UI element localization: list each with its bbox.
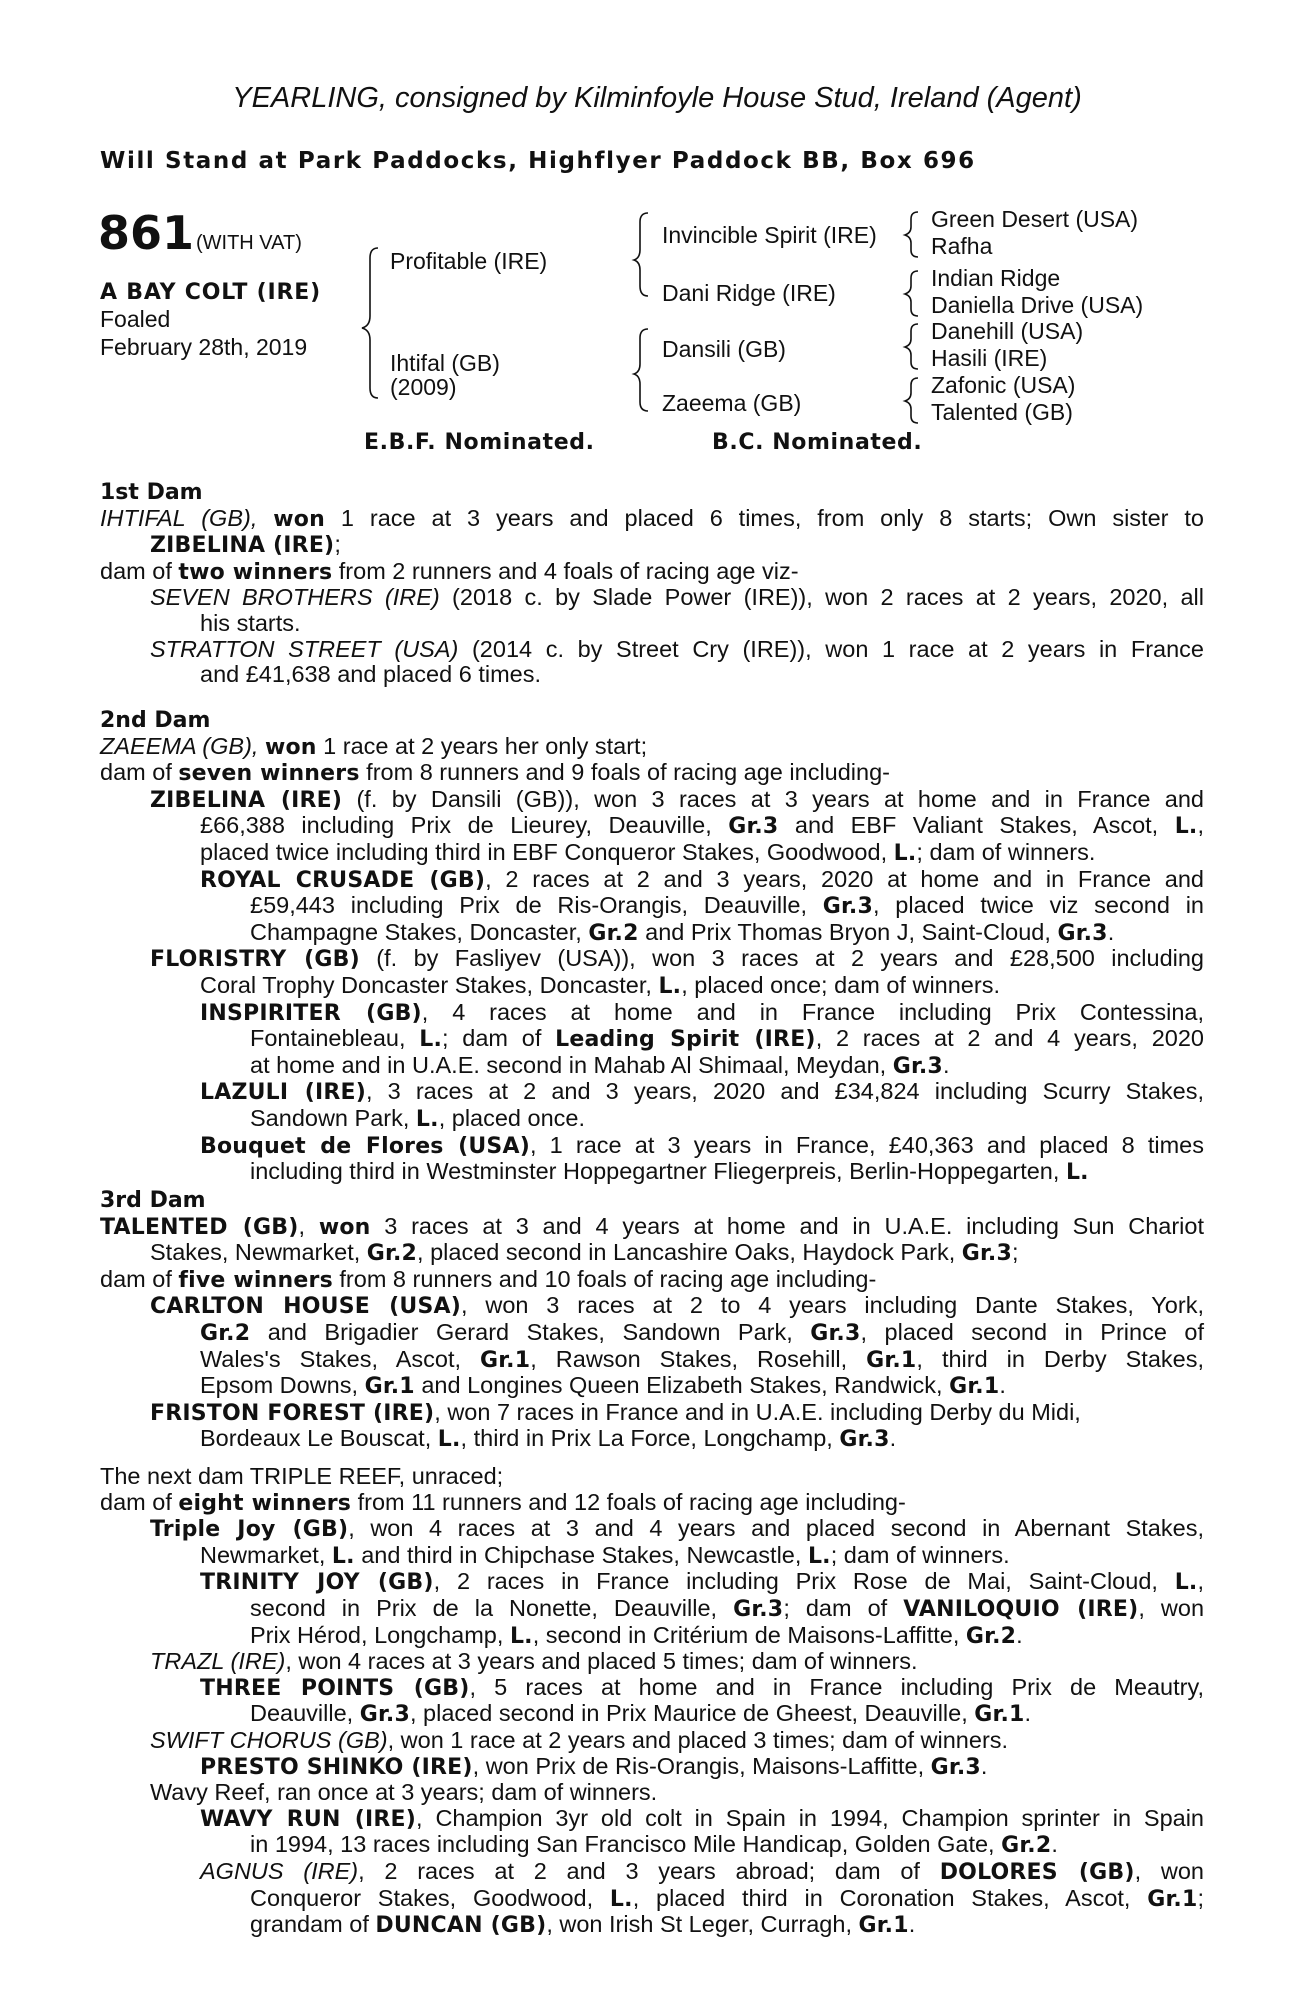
sire-dam-name: Dani Ridge (IRE) [662,280,836,306]
third-dam-line: CARLTON HOUSE (USA), won 3 races at 2 to 4 years including Dante Stakes, York, [150,1292,1204,1320]
ancestor-6: Hasili (IRE) [931,345,1048,371]
next-dam-line: Wavy Reef, ran once at 3 years; dam of winners. [150,1779,658,1806]
second-dam-line: ZIBELINA (IRE) (f. by Dansili (GB)), won 3 races at 3 years at home and in France and [150,785,1204,813]
next-dam-line: dam of eight winners from 11 runners and 12 foals of racing age including- [100,1488,906,1516]
first-dam-section [100,480,1204,688]
dam-year: (2009) [390,374,457,400]
foaled-label: Foaled [100,306,171,332]
second-dam-line: Sandown Park, L., placed once. [250,1104,586,1132]
next-dam-line: second in Prix de la Nonette, Deauville, Gr.3; dam of VANILOQUIO (IRE), won [250,1594,1205,1622]
lot-name: A BAY COLT (IRE) [100,280,321,305]
next-dam-line: Conqueror Stakes, Goodwood, L., placed third in Coronation Stakes, Ascot, Gr.1; [250,1884,1204,1912]
ancestor-7: Zafonic (USA) [931,372,1076,398]
dam-name: Ihtifal (GB) [390,350,500,376]
next-dam-line: TRINITY JOY (GB), 2 races in France including Prix Rose de Mai, Saint-Cloud, L., [200,1568,1205,1596]
next-dam-line: Newmarket, L. and third in Chipchase Stakes, Newcastle, L.; dam of winners. [200,1541,1010,1569]
sire-sire-name: Invincible Spirit (IRE) [662,222,877,248]
second-dam-heading: 2nd Dam [100,708,211,733]
second-dam-line: FLORISTRY (GB) (f. by Fasliyev (USA)), won 3 races at 2 years and £28,500 including [150,945,1204,973]
third-dam-line: dam of five winners from 8 runners and 10 foals of racing age including- [100,1265,877,1293]
second-dam-line: ZAEEMA (GB), won 1 race at 2 years her only start; [100,732,648,760]
ancestor-8: Talented (GB) [931,399,1073,425]
ancestor-1: Green Desert (USA) [931,206,1139,232]
next-dam-line: SWIFT CHORUS (GB), won 1 race at 2 years and placed 3 times; dam of winners. [150,1726,1009,1753]
first-dam-line: ZIBELINA (IRE); [150,531,341,559]
foaled-date: February 28th, 2019 [100,334,308,360]
second-dam-section [100,708,1204,1186]
next-dam-line: THREE POINTS (GB), 5 races at home and in France including Prix de Meautry, [200,1673,1204,1701]
first-dam-line: SEVEN BROTHERS (IRE) (2018 c. by Slade Power (IRE)), won 2 races at 2 years, 2020, all [150,584,1204,611]
first-dam-line: his starts. [200,609,301,636]
third-dam-line: Stakes, Newmarket, Gr.2, placed second in Lancashire Oaks, Haydock Park, Gr.3; [150,1239,1019,1267]
second-dam-line: Fontainebleau, L.; dam of Leading Spirit (IRE), 2 races at 2 and 4 years, 2020 [250,1025,1204,1053]
third-dam-line: FRISTON FOREST (IRE), won 7 races in France and in U.A.E. including Derby du Midi, [150,1398,1081,1426]
vat-note: (WITH VAT) [196,232,302,254]
third-dam-line: Epsom Downs, Gr.1 and Longines Queen Elizabeth Stakes, Randwick, Gr.1. [200,1372,1006,1400]
first-dam-line: STRATTON STREET (USA) (2014 c. by Street Cry (IRE)), won 1 race at 2 years in France [150,635,1205,662]
next-dam-line: The next dam TRIPLE REEF, unraced; [100,1463,504,1489]
second-dam-line: Coral Trophy Doncaster Stakes, Doncaster, L., placed once; dam of winners. [200,971,1000,999]
next-dam-line: in 1994, 13 races including San Francisco Mile Handicap, Golden Gate, Gr.2. [250,1831,1058,1859]
next-dam-line: grandam of DUNCAN (GB), won Irish St Leger, Curragh, Gr.1. [250,1911,916,1939]
next-dam-line: Prix Hérod, Longchamp, L., second in Critérium de Maisons-Laffitte, Gr.2. [250,1621,1023,1649]
third-dam-line: Bordeaux Le Bouscat, L., third in Prix La Force, Longchamp, Gr.3. [200,1425,897,1453]
next-dam-section [100,1464,1204,1939]
second-dam-line: LAZULI (IRE), 3 races at 2 and 3 years, 2020 and £34,824 including Scurry Stakes, [200,1078,1205,1106]
ancestor-5: Danehill (USA) [931,318,1084,344]
lot-number: 861 [98,206,195,260]
third-dam-line: TALENTED (GB), won 3 races at 3 and 4 years at home and in U.A.E. including Sun Chariot [100,1212,1204,1240]
ebf-nomination: E.B.F. Nominated. [364,430,595,455]
third-dam-line: Wales's Stakes, Ascot, Gr.1, Rawson Stakes, Rosehill, Gr.1, third in Derby Stakes, [200,1345,1204,1373]
second-dam-line: placed twice including third in EBF Conqueror Stakes, Goodwood, L.; dam of winners. [200,838,1096,866]
ancestor-4: Daniella Drive (USA) [931,292,1144,318]
next-dam-line: WAVY RUN (IRE), Champion 3yr old colt in Spain in 1994, Champion sprinter in Spain [200,1804,1204,1832]
next-dam-line: Deauville, Gr.3, placed second in Prix Maurice de Gheest, Deauville, Gr.1. [250,1700,1032,1728]
sire-name: Profitable (IRE) [390,248,548,274]
second-dam-line: Champagne Stakes, Doncaster, Gr.2 and Prix Thomas Bryon J, Saint-Cloud, Gr.3. [250,918,1115,946]
second-dam-line: £66,388 including Prix de Lieurey, Deauville, Gr.3 and EBF Valiant Stakes, Ascot, L., [200,812,1204,840]
next-dam-line: AGNUS (IRE), 2 races at 2 and 3 years abroad; dam of DOLORES (GB), won [200,1857,1204,1885]
third-dam-heading: 3rd Dam [100,1188,206,1213]
second-dam-line: dam of seven winners from 8 runners and 9 foals of racing age including- [100,759,890,787]
location-line: Will Stand at Park Paddocks, Highflyer Paddock BB, Box 696 [100,148,976,174]
second-dam-line: £59,443 including Prix de Ris-Orangis, Deauville, Gr.3, placed twice viz second in [250,892,1204,920]
first-dam-line: IHTIFAL (GB), won 1 race at 3 years and placed 6 times, from only 8 starts; Own sister to [100,504,1204,532]
first-dam-heading: 1st Dam [100,480,203,505]
consignor-line: YEARLING, consigned by Kilminfoyle House Stud, Ireland (Agent) [232,82,1082,114]
second-dam-line: including third in Westminster Hoppegartner Fliegerpreis, Berlin-Hoppegarten, L. [250,1158,1089,1186]
second-dam-line: INSPIRITER (GB), 4 races at home and in France including Prix Contessina, [200,998,1204,1026]
ancestor-3: Indian Ridge [931,265,1061,291]
ancestor-2: Rafha [931,233,993,259]
first-dam-line: and £41,638 and placed 6 times. [200,661,542,688]
second-dam-line: ROYAL CRUSADE (GB), 2 races at 2 and 3 years, 2020 at home and in France and [200,865,1204,893]
third-dam-section [100,1188,1204,1453]
next-dam-line: TRAZL (IRE), won 4 races at 3 years and placed 5 times; dam of winners. [150,1648,918,1675]
second-dam-line: at home and in U.A.E. second in Mahab Al Shimaal, Meydan, Gr.3. [250,1051,950,1079]
first-dam-line: dam of two winners from 2 runners and 4 foals of racing age viz- [100,557,799,585]
next-dam-line: Triple Joy (GB), won 4 races at 3 and 4 years and placed second in Abernant Stakes, [150,1515,1204,1543]
second-dam-line: Bouquet de Flores (USA), 1 race at 3 years in France, £40,363 and placed 8 times [200,1131,1204,1159]
dam-sire-name: Dansili (GB) [662,336,786,362]
next-dam-line: PRESTO SHINKO (IRE), won Prix de Ris-Orangis, Maisons-Laffitte, Gr.3. [200,1752,988,1780]
third-dam-line: Gr.2 and Brigadier Gerard Stakes, Sandown Park, Gr.3, placed second in Prince of [200,1318,1205,1346]
bc-nomination: B.C. Nominated. [712,430,923,455]
dam-dam-name: Zaeema (GB) [662,390,802,416]
